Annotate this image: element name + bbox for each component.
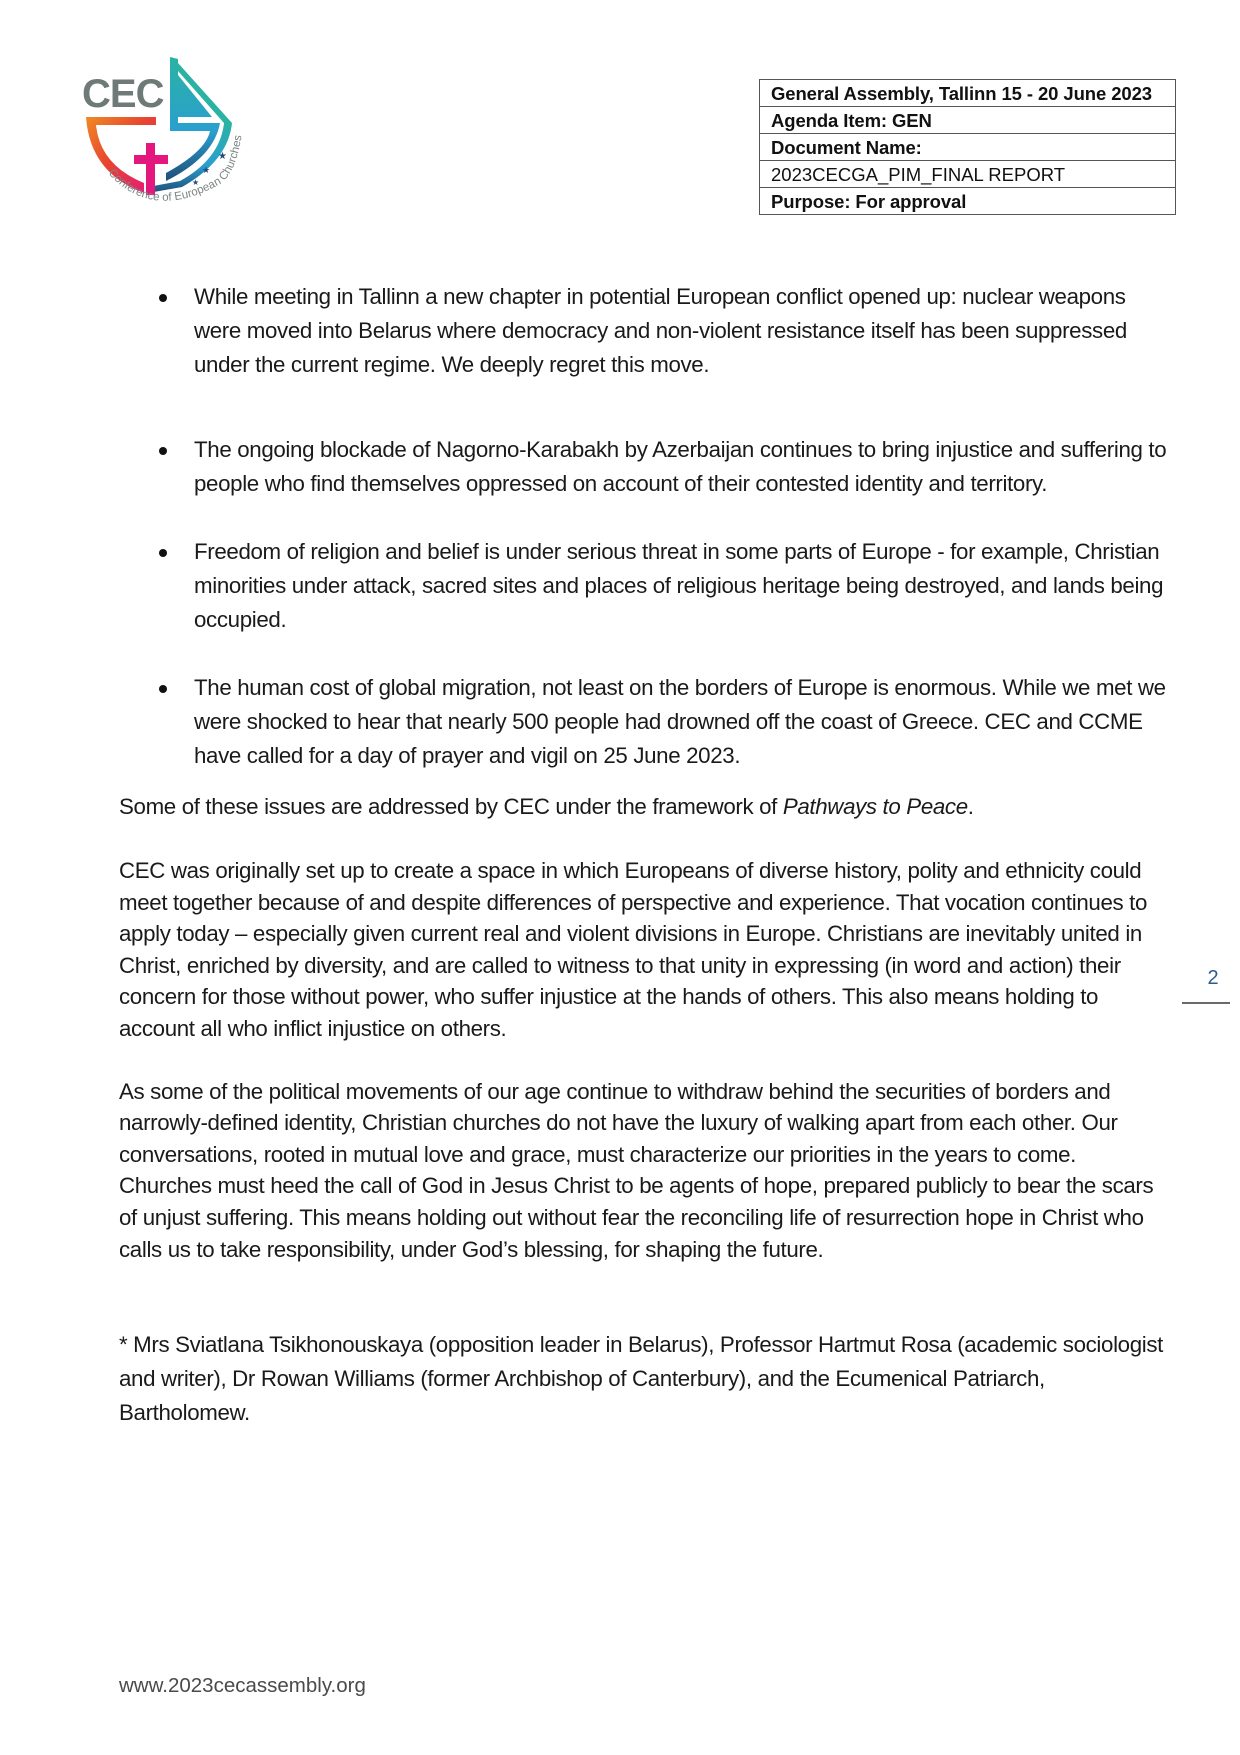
cec-logo (82, 55, 262, 225)
list-item-text: The ongoing blockade of Nagorno-Karabakh by Azerbaijan continues to bring injustice and suffering to people who find themselves oppressed on account of their contested identity and territory. (194, 437, 1167, 496)
cec-logo-graphic (82, 55, 262, 225)
svg-text:CEC: CEC (82, 72, 164, 116)
meta-purpose: Purpose: For approval (760, 188, 1176, 215)
list-item-text: While meeting in Tallinn a new chapter in potential European conflict opened up: nuclear weapons were moved into Belarus where democracy and non-violent resistance itself has been suppressed under the current regime. We deeply regret this move. (194, 284, 1127, 377)
paragraph-cec-vocation: CEC was originally set up to create a space in which Europeans of diverse history, polity and ethnicity could meet together because of and despite differences of perspective and experience. That vocation continues to apply today – especially given current real and violent divisions in Europe. Christians are inevitably united in Christ, enriched by diversity, and are called to witness to that unity in expressing (in word and action) their concern for those without power, who suffer injustice at the hands of others. This also means holding to account all who inflict injustice on others. (119, 858, 1148, 1041)
concerns-list (119, 280, 1169, 773)
list-item (119, 280, 1169, 382)
pathways-sentence (119, 790, 1169, 824)
list-item-text: The human cost of global migration, not least on the borders of Europe is enormous. While we met we were shocked to hear that nearly 500 people had drowned off the coast of Greece. CEC and CCME have called for a day of prayer and vigil on 25 June 2023. (194, 675, 1166, 768)
meta-agenda-item: Agenda Item: GEN (760, 107, 1176, 134)
pathways-suffix: . (967, 794, 974, 819)
document-body (119, 280, 1169, 1461)
svg-text:★: ★ (192, 178, 200, 187)
document-meta-table (759, 79, 1176, 215)
meta-row-agenda (760, 107, 1176, 134)
meta-assembly: General Assembly, Tallinn 15 - 20 June 2023 (760, 80, 1176, 107)
meta-row-purpose (760, 188, 1176, 215)
logo-tagline: Conference of European Churches (105, 134, 245, 204)
page-number: 2 (1207, 967, 1219, 989)
list-item (119, 671, 1169, 773)
bullet-icon (159, 685, 167, 693)
pathways-prefix: Some of these issues are addressed by CEC under the framework of (119, 794, 783, 819)
pathways-title: Pathways to Peace (782, 794, 968, 819)
paragraph-churches-hope: As some of the political movements of our age continue to withdraw behind the securities of borders and narrowly-defined identity, Christian churches do not have the luxury of walking apart from each other. Our conversations, rooted in mutual love and grace, must characterize our priorities in the years to come. Churches must heed the call of God in Jesus Christ to be agents of hope, prepared publicly to bear the scars of unjust suffering. This means holding out without fear the reconciling life of resurrection hope in Christ who calls us to take responsibility, under God’s blessing, for shaping the future. (119, 1078, 1154, 1262)
list-item (119, 433, 1169, 501)
meta-row-docname-value (760, 161, 1176, 188)
bullet-icon (159, 549, 167, 557)
footnote: * Mrs Sviatlana Tsikhonouskaya (opposition leader in Belarus), Professor Hartmut Rosa (academic sociologist and writer), Dr Rowan Williams (former Archbishop of Canterbury), and the Ecumenical Patriarch, Bartholomew. (119, 1332, 1164, 1426)
page-number-divider (1182, 1002, 1230, 1004)
meta-document-name-value: 2023CECGA_PIM_FINAL REPORT (760, 161, 1176, 188)
svg-text:★: ★ (202, 165, 211, 175)
footer-website-url: www.2023cecassembly.org (119, 1674, 366, 1697)
list-item-text: Freedom of religion and belief is under serious threat in some parts of Europe - for example, Christian minorities under attack, sacred sites and places of religious heritage being destroyed, and lands being occupied. (194, 539, 1164, 632)
svg-text:★: ★ (218, 151, 227, 162)
meta-row-docname-label (760, 134, 1176, 161)
bullet-icon (159, 447, 167, 455)
spacer (119, 1296, 1169, 1328)
list-item (119, 535, 1169, 637)
meta-row-assembly (760, 80, 1176, 107)
bullet-icon (159, 294, 167, 302)
meta-document-name-label: Document Name: (760, 134, 1176, 161)
